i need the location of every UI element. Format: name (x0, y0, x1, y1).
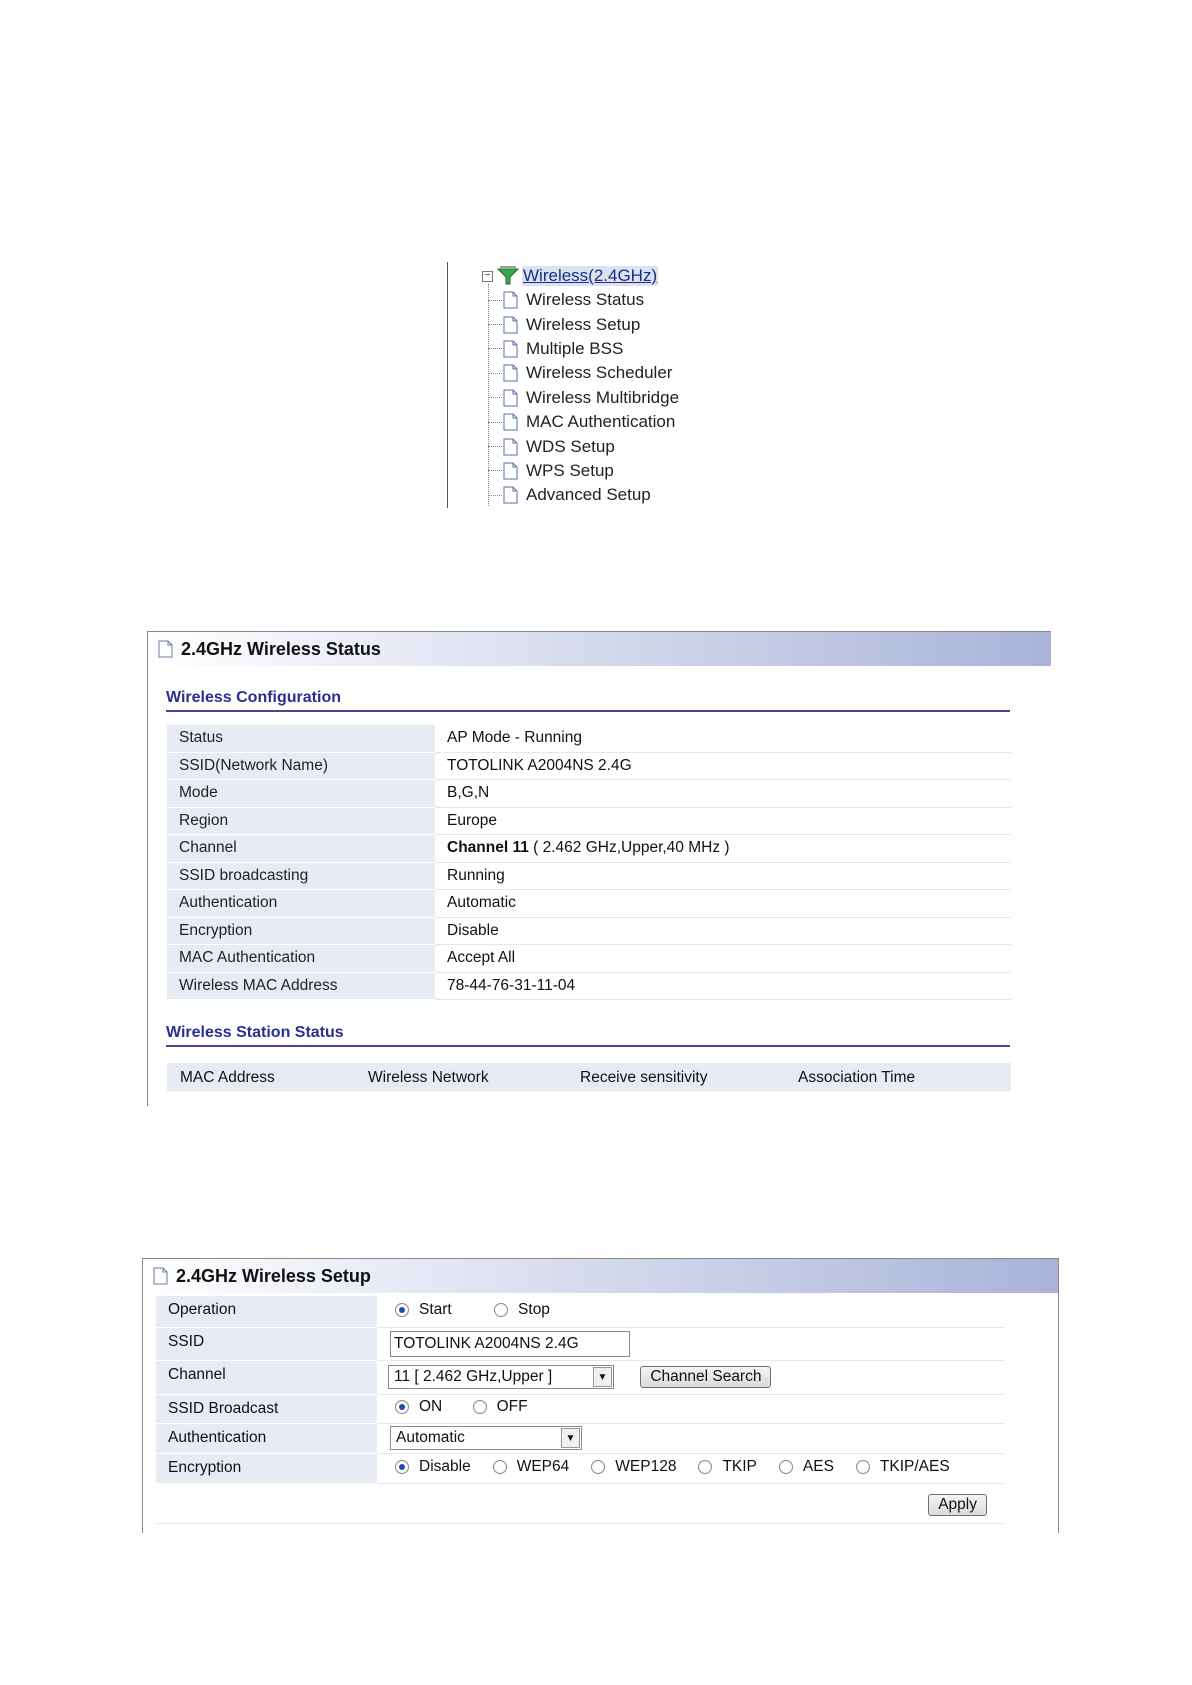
tree-connector (488, 348, 502, 349)
encryption-tkip-aes-radio[interactable] (856, 1458, 950, 1476)
ssid-row (156, 1327, 1004, 1360)
encryption-disable-radio[interactable] (395, 1458, 471, 1476)
column-association-time: Association Time (798, 1069, 916, 1086)
operation-row (156, 1296, 1004, 1327)
document-icon (153, 1267, 168, 1285)
config-value-cell (435, 917, 1011, 945)
document-icon (158, 640, 173, 658)
ssid-broadcast-row (156, 1394, 1004, 1423)
tree-root-wireless[interactable] (482, 265, 658, 287)
radio-unselected-icon[interactable] (473, 1400, 487, 1414)
wireless-status-panel (147, 631, 1051, 1106)
radio-label: Start (419, 1300, 452, 1318)
tree-root-label[interactable]: Wireless(2.4GHz) (523, 266, 658, 285)
channel-cell (377, 1360, 1004, 1394)
config-row (167, 972, 1011, 1000)
tree-item[interactable] (488, 361, 679, 385)
ssid-input[interactable]: TOTOLINK A2004NS 2.4G (390, 1331, 630, 1357)
radio-unselected-icon[interactable] (493, 1460, 507, 1474)
tree-item[interactable] (488, 386, 679, 410)
config-label: Wireless MAC Address (167, 972, 435, 1000)
config-value-bold: Channel 11 (447, 839, 529, 857)
config-row (167, 890, 1011, 918)
encryption-label: Encryption (156, 1453, 377, 1483)
authentication-select[interactable] (390, 1426, 582, 1450)
channel-search-button[interactable]: Channel Search (640, 1366, 771, 1388)
config-row (167, 807, 1011, 835)
radio-label: Disable (419, 1457, 471, 1475)
config-label: SSID broadcasting (167, 862, 435, 890)
radio-label: AES (802, 1457, 834, 1475)
config-value-cell (435, 862, 1011, 890)
config-value-cell (435, 725, 1011, 752)
encryption-row (156, 1453, 1004, 1483)
tree-item-list (488, 288, 679, 508)
tree-item-label[interactable]: WDS Setup (526, 436, 615, 456)
config-label: SSID(Network Name) (167, 752, 435, 780)
config-value-cell (435, 835, 1011, 863)
column-mac-address: MAC Address (180, 1069, 275, 1086)
tree-item[interactable] (488, 288, 679, 312)
setup-panel-title: 2.4GHz Wireless Setup (176, 1265, 371, 1286)
wireless-setup-panel (142, 1258, 1059, 1533)
tree-connector (488, 495, 502, 496)
apply-row (156, 1490, 1004, 1524)
chevron-down-icon[interactable]: ▼ (593, 1367, 612, 1387)
radio-selected-icon[interactable] (395, 1460, 409, 1474)
tree-item-label[interactable]: Multiple BSS (526, 338, 624, 358)
config-row (167, 917, 1011, 945)
config-row (167, 835, 1011, 863)
collapse-toggle-icon[interactable]: − (482, 271, 493, 282)
channel-select-value: 11 [ 2.462 GHz,Upper ] (394, 1368, 553, 1385)
ssid-cell (377, 1327, 1004, 1360)
config-label: MAC Authentication (167, 945, 435, 973)
document-icon (503, 389, 518, 407)
config-label: Encryption (167, 917, 435, 945)
setup-panel-header (143, 1259, 1058, 1293)
encryption-wep64-radio[interactable] (493, 1458, 570, 1476)
tree-item[interactable] (488, 459, 679, 483)
ssid-label: SSID (156, 1327, 377, 1360)
broadcast-on-radio[interactable] (395, 1398, 442, 1416)
operation-options (377, 1296, 1004, 1327)
radio-label: WEP64 (516, 1457, 570, 1475)
radio-label: Stop (518, 1300, 550, 1318)
document-icon (503, 438, 518, 456)
wireless-configuration-heading: Wireless Configuration (166, 689, 1010, 712)
authentication-label: Authentication (156, 1423, 377, 1453)
document-icon (503, 413, 518, 431)
radio-label: OFF (496, 1398, 528, 1415)
column-receive-sensitivity: Receive sensitivity (580, 1069, 708, 1086)
config-value-cell (435, 972, 1011, 1000)
apply-button[interactable]: Apply (928, 1494, 987, 1516)
config-label: Status (167, 725, 435, 752)
tree-connector (488, 324, 502, 325)
config-value: B,G,N (447, 784, 490, 802)
config-label: Mode (167, 780, 435, 808)
tree-item-label[interactable]: Wireless Setup (526, 314, 641, 334)
config-row (167, 752, 1011, 780)
document-icon (503, 316, 518, 334)
radio-selected-icon[interactable] (395, 1400, 409, 1414)
channel-row (156, 1360, 1004, 1394)
status-panel-title: 2.4GHz Wireless Status (181, 638, 381, 659)
channel-label: Channel (156, 1360, 377, 1394)
config-value: TOTOLINK A2004NS 2.4G (447, 756, 632, 774)
encryption-aes-radio[interactable] (779, 1458, 834, 1476)
document-icon (503, 486, 518, 504)
radio-unselected-icon[interactable] (494, 1303, 508, 1317)
tree-connector (488, 397, 502, 398)
tree-frame-line (447, 262, 448, 508)
config-value-cell (435, 945, 1011, 973)
tree-item[interactable] (488, 434, 679, 458)
wireless-configuration-table (167, 725, 1011, 1000)
config-value: Automatic (447, 894, 516, 912)
tree-item-label[interactable]: Wireless Status (526, 290, 645, 310)
column-wireless-network: Wireless Network (368, 1069, 489, 1086)
radio-label: WEP128 (615, 1457, 677, 1475)
tree-item-label[interactable]: WPS Setup (526, 460, 614, 480)
wireless-station-status-heading: Wireless Station Status (166, 1024, 1010, 1047)
authentication-select-value: Automatic (396, 1429, 465, 1446)
authentication-cell (377, 1423, 1004, 1453)
tree-connector (488, 373, 502, 374)
radio-unselected-icon[interactable] (591, 1460, 605, 1474)
config-value: AP Mode - Running (447, 729, 582, 747)
document-icon (503, 462, 518, 480)
config-label: Channel (167, 835, 435, 863)
config-value: 78-44-76-31-11-04 (447, 976, 576, 994)
station-table-header (167, 1063, 1011, 1091)
tree-item[interactable] (488, 410, 679, 434)
radio-selected-icon[interactable] (395, 1303, 409, 1317)
tree-item[interactable] (488, 312, 679, 336)
config-row (167, 862, 1011, 890)
operation-label: Operation (156, 1296, 377, 1327)
status-panel-header (148, 632, 1051, 666)
radio-unselected-icon[interactable] (856, 1460, 870, 1474)
config-value-cell (435, 890, 1011, 918)
ssid-broadcast-label: SSID Broadcast (156, 1394, 377, 1423)
radio-unselected-icon[interactable] (779, 1460, 793, 1474)
tree-item-label[interactable]: Advanced Setup (526, 485, 651, 505)
config-value: Europe (447, 811, 497, 829)
config-value: ( 2.462 GHz,Upper,40 MHz ) (528, 839, 730, 857)
tree-item[interactable] (488, 337, 679, 361)
authentication-row (156, 1423, 1004, 1453)
encryption-tkip-radio[interactable] (698, 1458, 756, 1476)
document-icon (503, 291, 518, 309)
operation-stop-radio[interactable] (494, 1301, 550, 1319)
radio-label: ON (419, 1398, 443, 1415)
ssid-broadcast-options (377, 1394, 1004, 1423)
wireless-funnel-icon (497, 266, 519, 286)
radio-label: TKIP (722, 1457, 757, 1475)
config-value-cell (435, 807, 1011, 835)
document-icon (503, 340, 518, 358)
encryption-options (377, 1453, 1004, 1483)
config-label: Region (167, 807, 435, 835)
broadcast-off-radio[interactable] (473, 1398, 528, 1416)
config-value-cell (435, 752, 1011, 780)
tree-item-label[interactable]: MAC Authentication (526, 412, 676, 432)
config-label: Authentication (167, 890, 435, 918)
tree-connector (488, 300, 502, 301)
wireless-setup-form (156, 1296, 1004, 1484)
operation-start-radio[interactable] (395, 1301, 452, 1319)
config-value: Disable (447, 921, 499, 939)
tree-connector (488, 422, 502, 423)
document-icon (503, 364, 518, 382)
config-row (167, 945, 1011, 973)
radio-unselected-icon[interactable] (698, 1460, 712, 1474)
navigation-tree (447, 262, 767, 508)
config-row (167, 725, 1011, 752)
chevron-down-icon[interactable]: ▼ (561, 1428, 580, 1448)
config-value: Accept All (447, 949, 516, 967)
tree-item-label[interactable]: Wireless Scheduler (526, 363, 673, 383)
tree-item-label[interactable]: Wireless Multibridge (526, 387, 680, 407)
tree-connector (488, 470, 502, 471)
config-value-cell (435, 780, 1011, 808)
radio-label: TKIP/AES (879, 1457, 950, 1475)
config-value: Running (447, 866, 505, 884)
encryption-wep128-radio[interactable] (591, 1458, 676, 1476)
tree-item[interactable] (488, 483, 679, 507)
tree-connector (488, 446, 502, 447)
channel-select[interactable] (388, 1365, 614, 1389)
config-row (167, 780, 1011, 808)
